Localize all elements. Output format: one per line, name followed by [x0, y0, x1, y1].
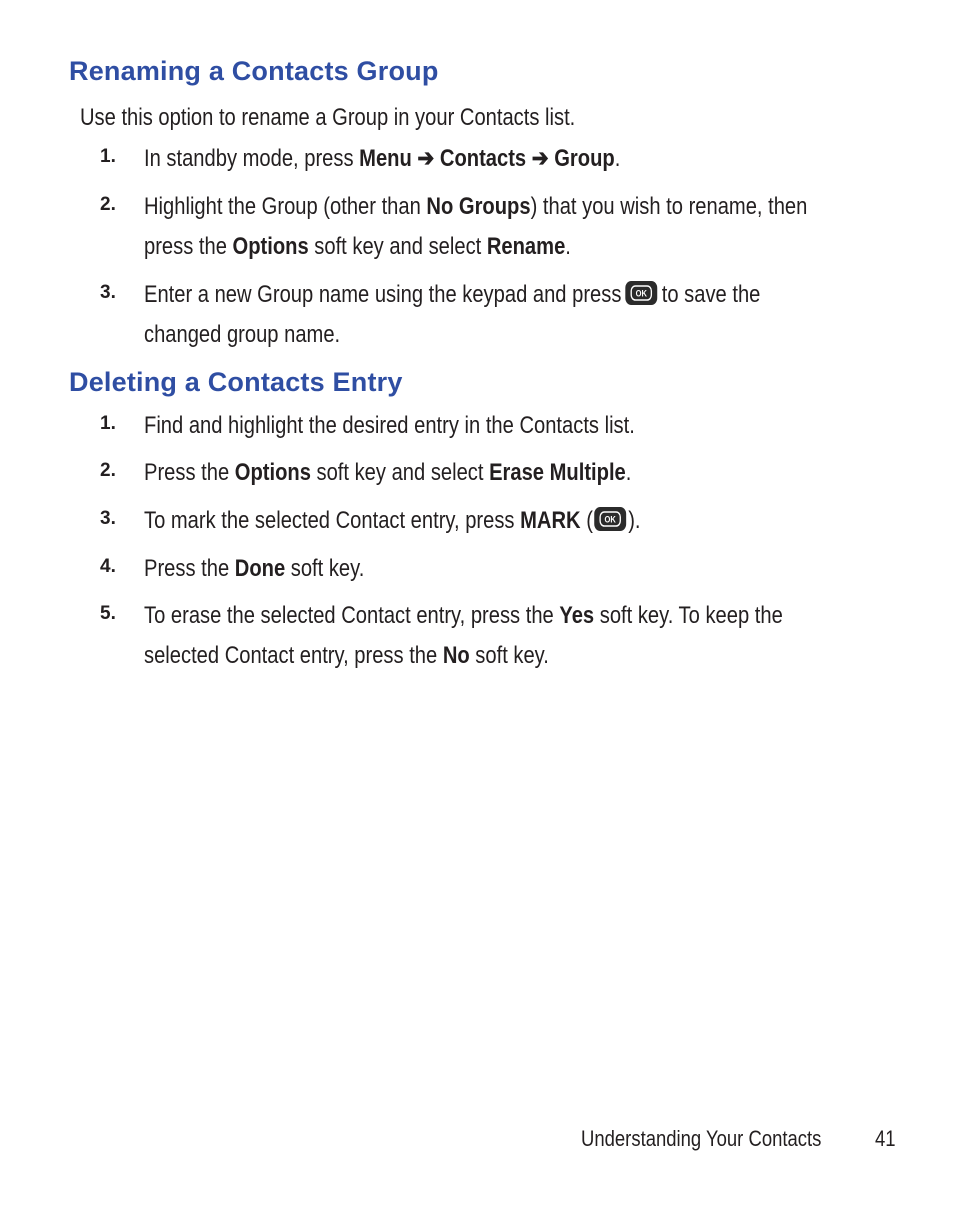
svg-text:OK: OK [604, 513, 617, 525]
page-number: 41 [875, 1126, 896, 1151]
step-number: 4. [100, 556, 116, 577]
section-heading-renaming: Renaming a Contacts Group [69, 56, 439, 86]
footer-chapter-title: Understanding Your Contacts [581, 1126, 822, 1151]
step-number: 1. [100, 413, 116, 434]
step-number: 3. [100, 282, 116, 303]
step-number: 1. [100, 146, 116, 167]
ok-key-icon [625, 280, 659, 306]
step-number: 3. [100, 508, 116, 529]
step-number: 2. [100, 194, 116, 215]
svg-text:OK: OK [635, 287, 648, 299]
step-number: 2. [100, 460, 116, 481]
ok-key-icon [594, 506, 628, 532]
step-number: 5. [100, 603, 116, 624]
section-intro: Use this option to rename a Group in your Contacts list. [80, 104, 576, 131]
section-heading-deleting: Deleting a Contacts Entry [69, 367, 403, 397]
